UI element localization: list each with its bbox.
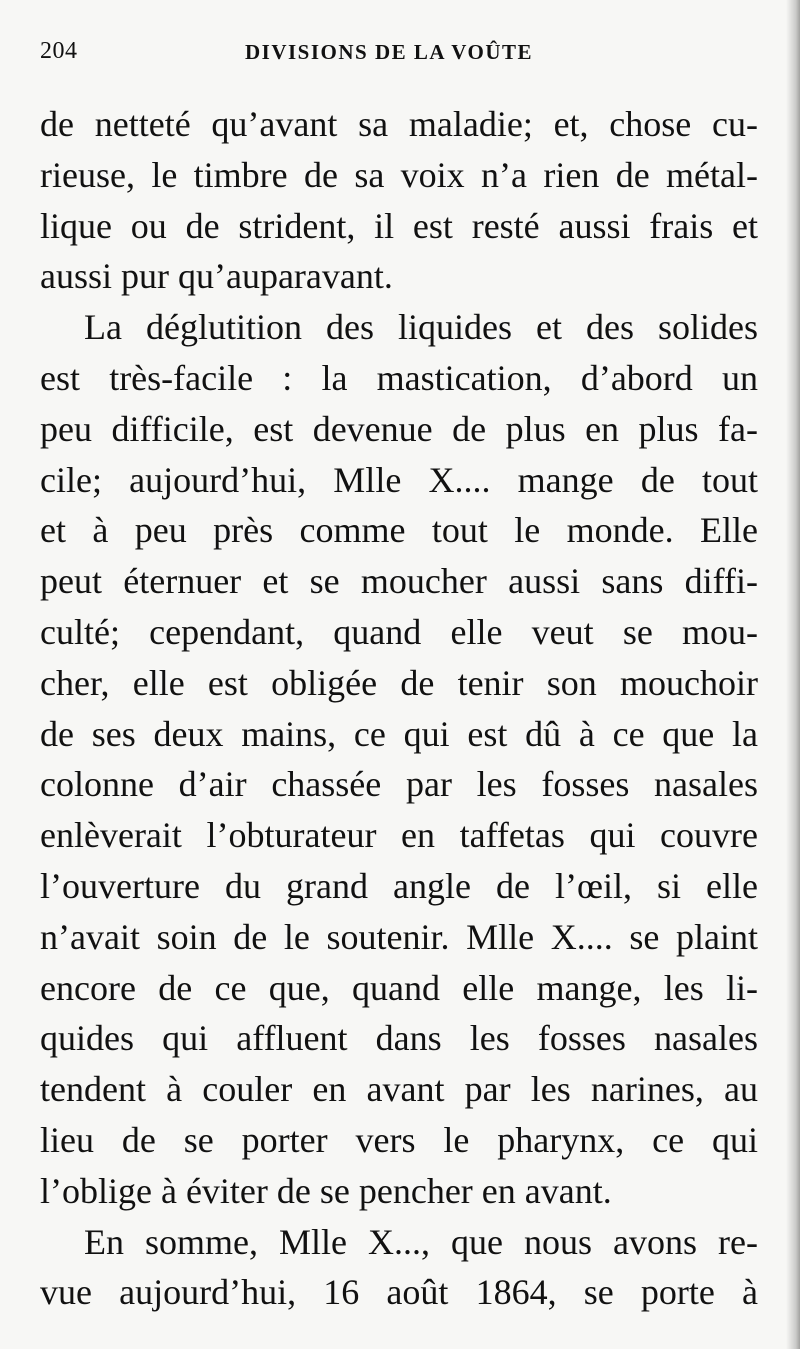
text-line: tendent à couler en avant par les narines, au — [40, 1069, 758, 1110]
text-line: lieu de se porter vers le pharynx, ce qui — [40, 1119, 758, 1160]
page-header — [40, 38, 760, 78]
text-line: aussi pur qu’auparavant. — [40, 256, 393, 297]
text-line: lique ou de strident, il est resté aussi frais et — [40, 205, 758, 246]
page-number: 204 — [40, 38, 78, 64]
text-line: l’ouverture du grand angle de l’œil, si elle — [40, 865, 758, 906]
running-head: DIVISIONS DE LA VOÛTE — [245, 40, 534, 64]
body-text — [40, 99, 758, 1318]
text-line: enlèverait l’obturateur en taffetas qui couvre — [40, 815, 758, 856]
paragraph-3 — [40, 1217, 758, 1319]
text-line: vue aujourd’hui, 16 août 1864, se porte à — [40, 1272, 758, 1313]
text-line: culté; cependant, quand elle veut se mou- — [40, 611, 758, 652]
text-line: l’oblige à éviter de se pencher en avant. — [40, 1170, 612, 1211]
paragraph-2 — [40, 302, 758, 1216]
text-line: n’avait soin de le soutenir. Mlle X.... se plaint — [40, 916, 758, 957]
text-line: quides qui affluent dans les fosses nasales — [40, 1018, 758, 1059]
text-line: En somme, Mlle X..., que nous avons re- — [84, 1221, 758, 1262]
text-line: et à peu près comme tout le monde. Elle — [40, 510, 758, 551]
text-line: La déglutition des liquides et des solides — [84, 307, 758, 348]
text-line: cher, elle est obligée de tenir son mouchoir — [40, 662, 758, 703]
text-line: peut éternuer et se moucher aussi sans diffi- — [40, 561, 758, 602]
text-line: de netteté qu’avant sa maladie; et, chose cu- — [40, 104, 758, 144]
text-line: colonne d’air chassée par les fosses nasales — [40, 764, 758, 805]
text-line: peu difficile, est devenue de plus en plus fa- — [40, 408, 758, 449]
text-line: cile; aujourd’hui, Mlle X.... mange de tout — [40, 459, 758, 500]
text-line: rieuse, le timbre de sa voix n’a rien de métal- — [40, 154, 758, 195]
paragraph-1 — [40, 99, 758, 302]
text-line: est très-facile : la mastication, d’abord un — [40, 357, 758, 398]
text-line: de ses deux mains, ce qui est dû à ce que la — [40, 713, 758, 754]
text-line: encore de ce que, quand elle mange, les li- — [40, 967, 758, 1008]
page-edge-shadow — [786, 0, 800, 1349]
